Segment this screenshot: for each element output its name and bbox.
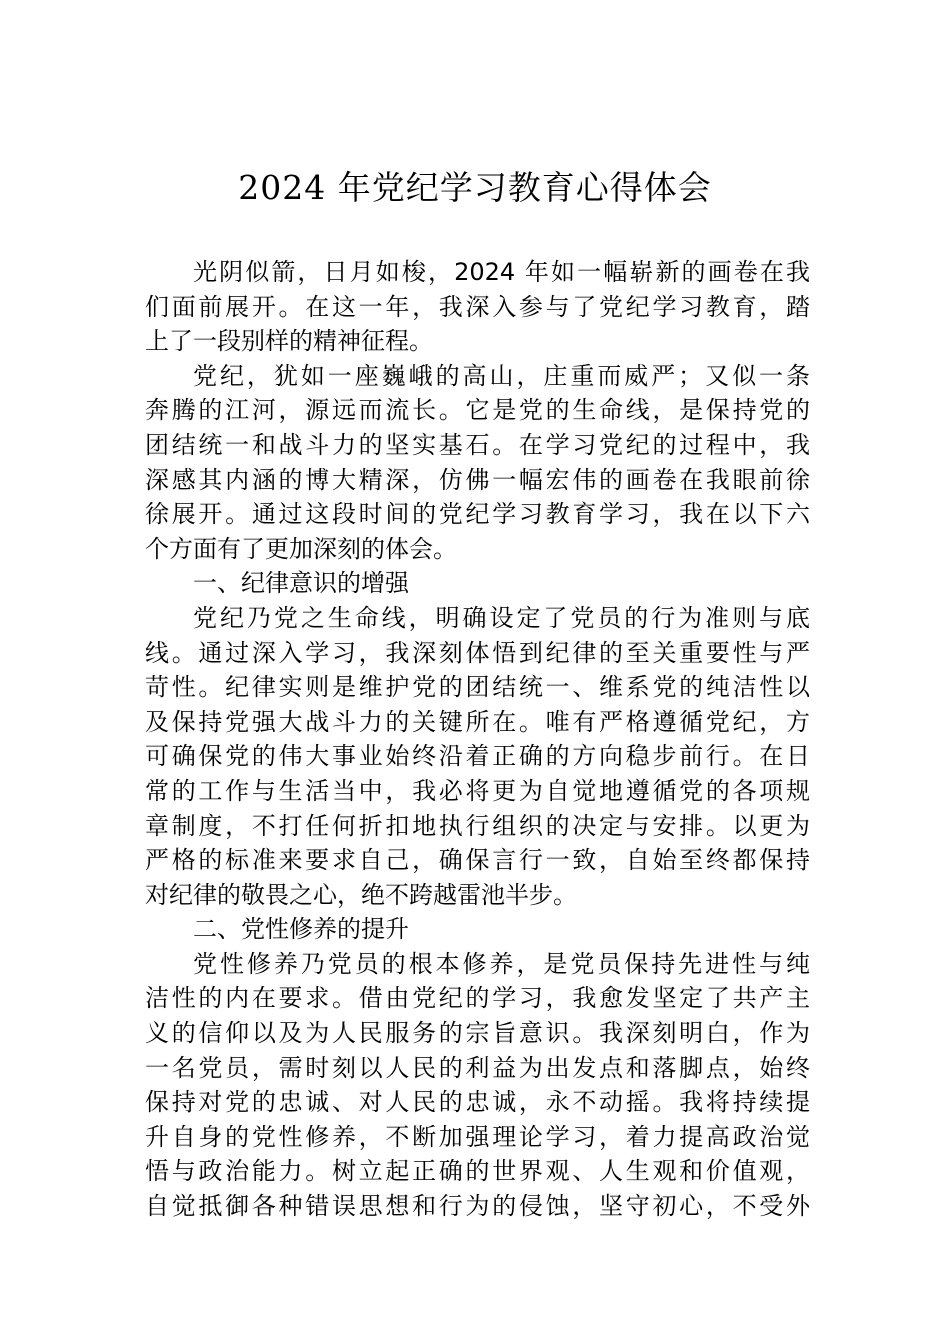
- text-line: 深感其内涵的博大精深，仿佛一幅宏伟的画卷在我眼前徐: [145, 465, 810, 494]
- text-line: 苛性。纪律实则是维护党的团结统一、维系党的纯洁性以: [145, 673, 810, 702]
- text-line: 个方面有了更加深刻的体会。: [145, 534, 457, 563]
- text-line: 自觉抵御各种错误思想和行为的侵蚀，坚守初心，不受外: [145, 1192, 810, 1221]
- text-line: 党纪乃党之生命线，明确设定了党员的行为准则与底: [193, 603, 810, 632]
- paragraph: [145, 601, 810, 912]
- text-line: 义的信仰以及为人民服务的宗旨意识。我深刻明白，作为: [145, 1019, 810, 1048]
- text-line: 可确保党的伟大事业始终沿着正确的方向稳步前行。在日: [145, 742, 810, 771]
- text-line: 奔腾的江河，源远而流长。它是党的生命线，是保持党的: [145, 396, 810, 425]
- text-line: 对纪律的敬畏之心，绝不跨越雷池半步。: [145, 880, 577, 909]
- text-line: 党性修养乃党员的根本修养，是党员保持先进性与纯: [193, 949, 810, 978]
- text-line: 团结统一和战斗力的坚实基石。在学习党纪的过程中，我: [145, 430, 810, 459]
- section-heading-1: 一、纪律意识的增强: [193, 569, 409, 598]
- text-line: 线。通过深入学习，我深刻体悟到纪律的至关重要性与严: [145, 638, 810, 667]
- text-line: 常的工作与生活当中，我必将更为自觉地遵循党的各项规: [145, 776, 810, 805]
- text-line: 一名党员，需时刻以人民的利益为出发点和落脚点，始终: [145, 1053, 810, 1082]
- paragraph: [145, 255, 810, 359]
- text-line: 徐展开。通过这段时间的党纪学习教育学习，我在以下六: [145, 500, 810, 529]
- text-line: 们面前展开。在这一年，我深入参与了党纪学习教育，踏: [145, 292, 810, 321]
- text-line: 上了一段别样的精神征程。: [145, 327, 433, 356]
- text-line: 党纪，犹如一座巍峨的高山，庄重而威严；又似一条: [193, 361, 810, 390]
- text-line: 及保持党强大战斗力的关键所在。唯有严格遵循党纪，方: [145, 707, 810, 736]
- text-line: 光阴似箭，日月如梭，2024 年如一幅崭新的画卷在我: [193, 258, 810, 286]
- document-title: 2024 年党纪学习教育心得体会: [238, 168, 712, 207]
- text-line: 悟与政治能力。树立起正确的世界观、人生观和价值观，: [145, 1157, 810, 1186]
- text-line: 洁性的内在要求。借由党纪的学习，我愈发坚定了共产主: [145, 984, 810, 1013]
- text-line: 保持对党的忠诚、对人民的忠诚，永不动摇。我将持续提: [145, 1088, 810, 1117]
- document-body: [145, 255, 810, 1224]
- text-line: 升自身的党性修养，不断加强理论学习，着力提高政治觉: [145, 1122, 810, 1151]
- paragraph: [145, 947, 810, 1224]
- section-heading-2: 二、党性修养的提升: [193, 915, 409, 944]
- text-line: 章制度，不打任何折扣地执行组织的决定与安排。以更为: [145, 811, 810, 840]
- paragraph: [145, 359, 810, 567]
- text-line: 严格的标准来要求自己，确保言行一致，自始至终都保持: [145, 846, 810, 875]
